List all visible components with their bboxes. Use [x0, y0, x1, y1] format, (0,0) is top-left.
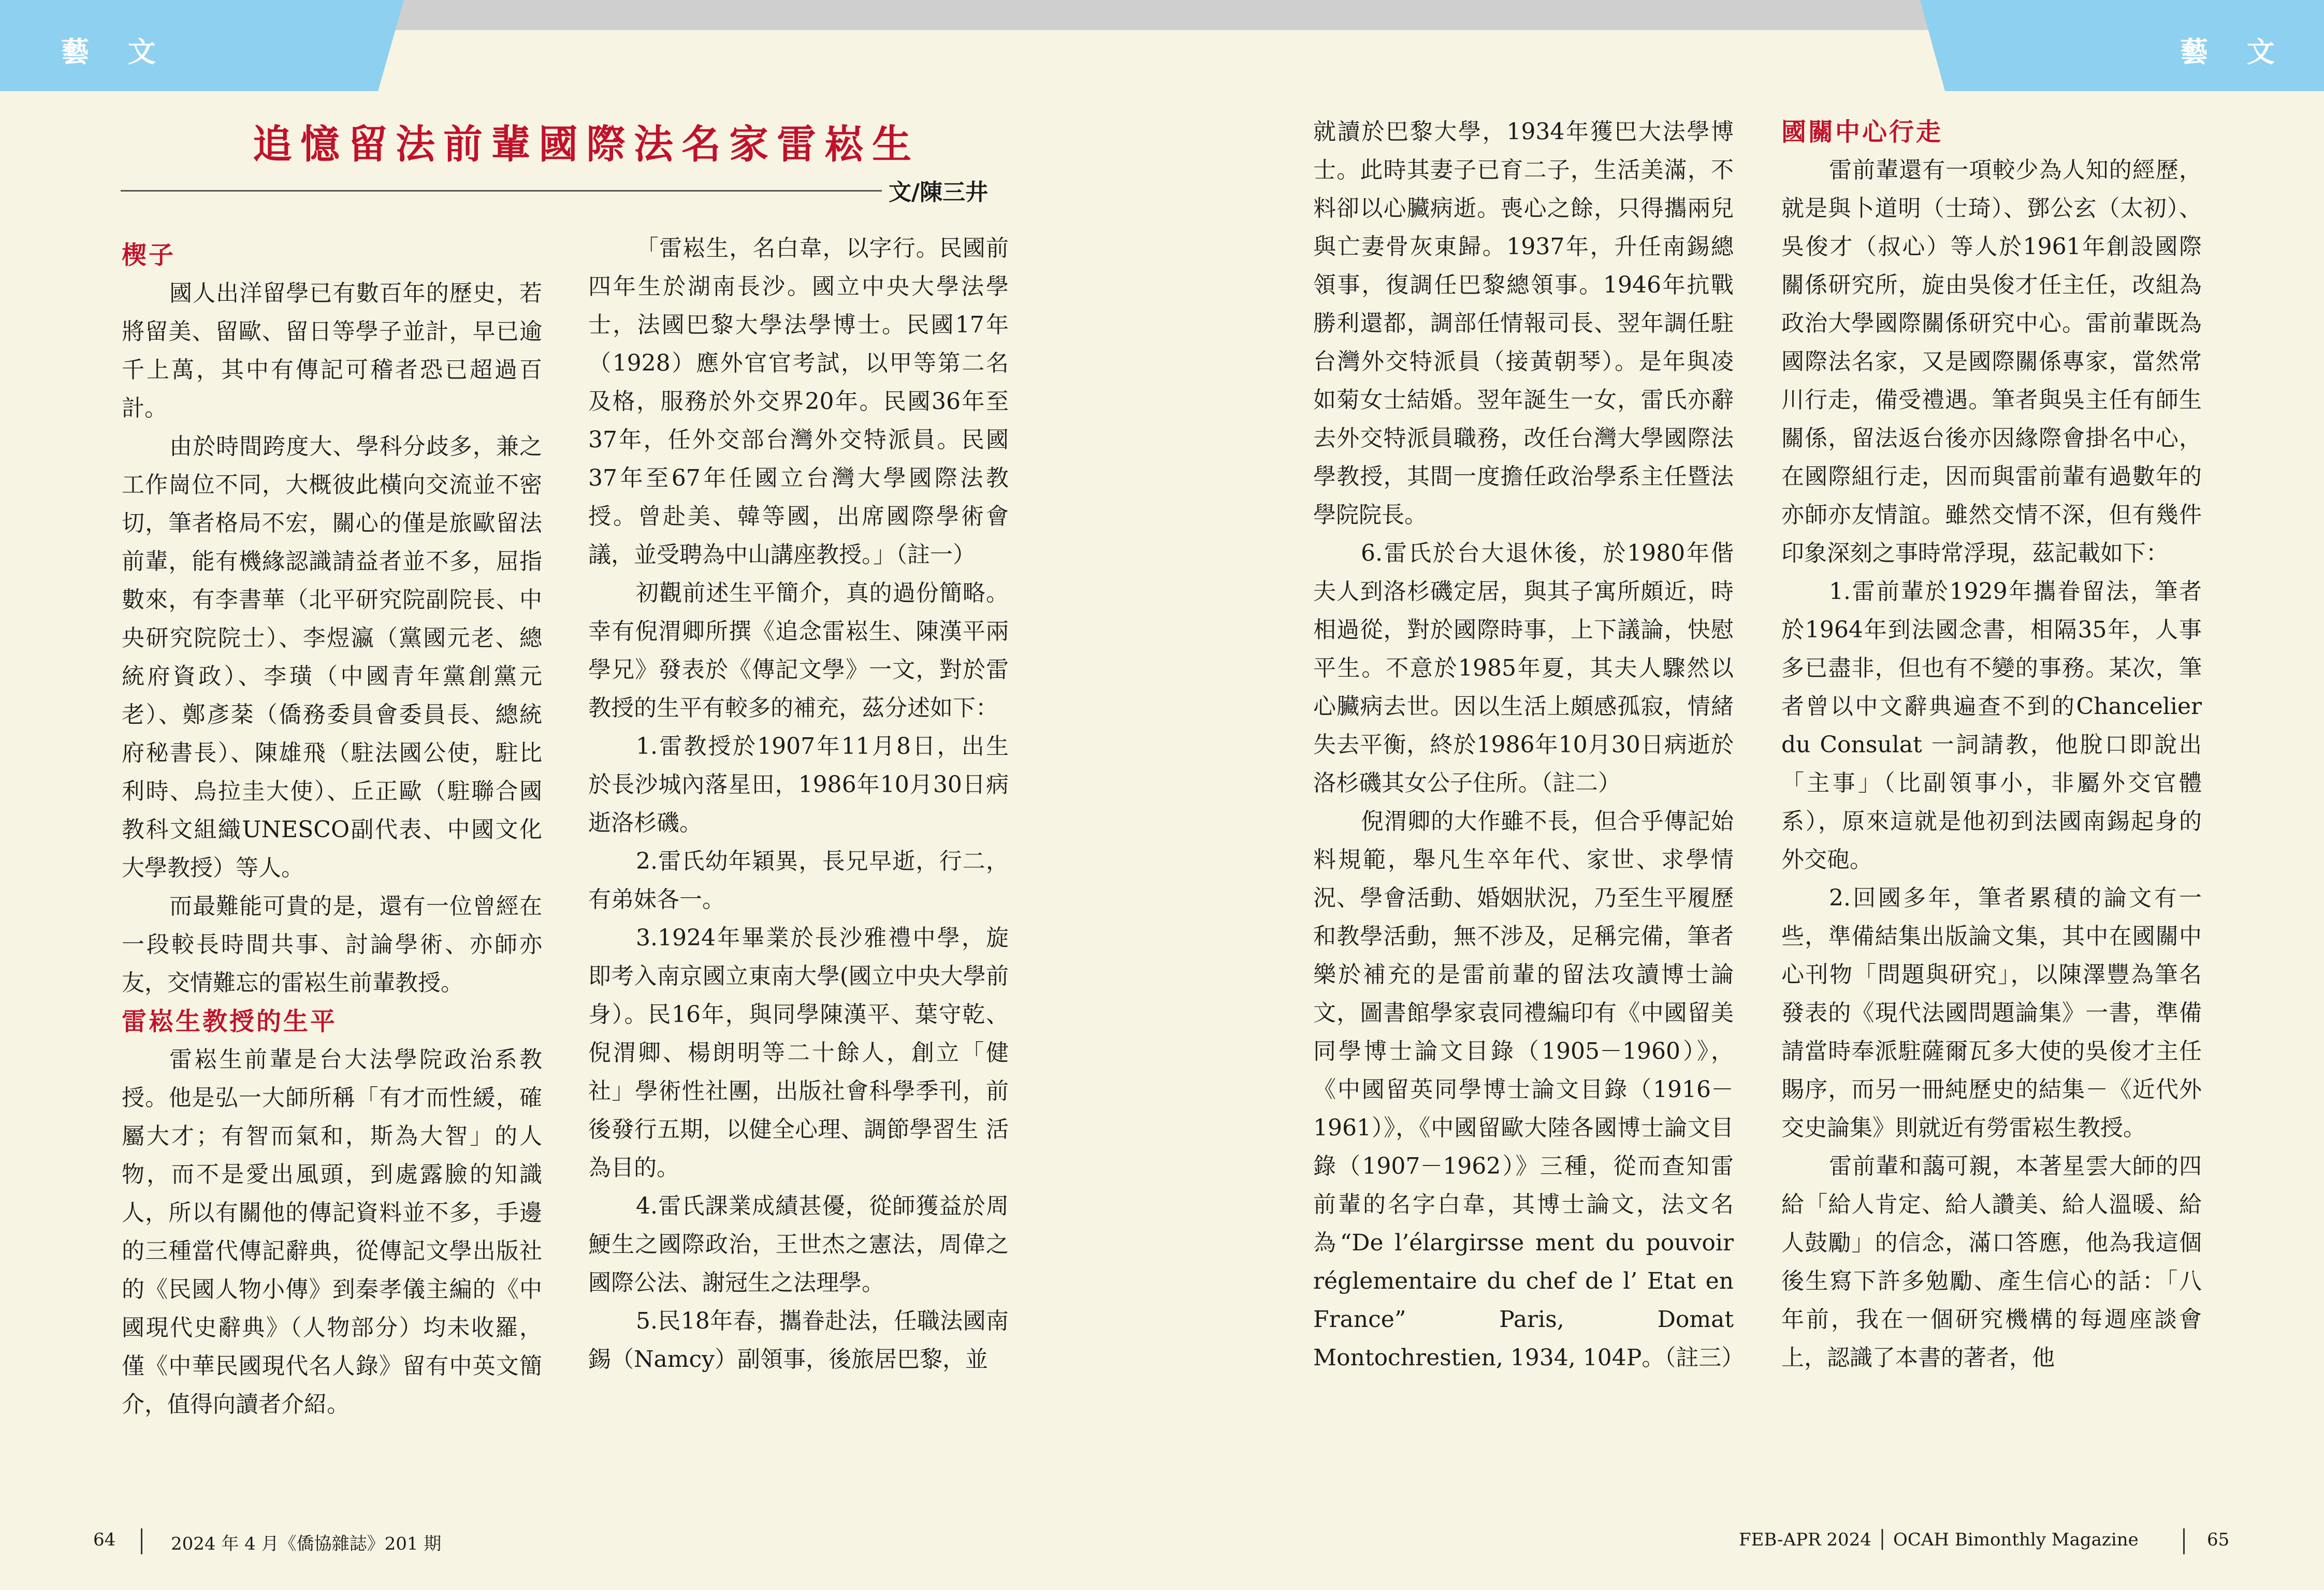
paragraph: 就讀於巴黎大學，1934年獲巴大法學博士。此時其妻子已育二子，生活美滿，不料卻以心臟病逝。喪心之餘，只得攜兩兒與亡妻骨灰東歸。1937年，升任南錫總領事，復調任巴黎總領事。1946年抗戰勝利還都，調部任情報司長、翌年調任駐台灣外交特派員（接黃朝琴）。是年與凌如菊女士結婚。翌年誕生一女，雷氏亦辭去外交特派員職務，改任台灣大學國際法學教授，其間一度擔任政治學系主任暨法學院院長。: [1313, 119, 1734, 528]
paragraph: 國人出洋留學已有數百年的歷史，若將留美、留歐、留日等學子並計，早已逾千上萬，其中有傳記可稽者恐已超過百計。: [122, 280, 542, 421]
paragraph: 「雷崧生，名白韋，以字行。民國前四年生於湖南長沙。國立中央大學法學士，法國巴黎大學法學博士。民國17年（1928）應外官官考試，以甲等第二名及格，服務於外交界20年。民國36年至37年，任外交部台灣外交特派員。民國37年至67年任國立台灣大學國際法教授。曾赴美、韓等國，出席國際學術會議，並受聘為中山講座教授。」（註一）: [588, 235, 1009, 568]
paragraph: 倪渭卿的大作雖不長，但合乎傳記始料規範，舉凡生卒年代、家世、求學情況、學會活動、婚姻狀況，乃至生平履歷和教學活動，無不涉及，足稱完備，筆者樂於補充的是雷前輩的留法攻讀博士論文，圖書館學家袁同禮編印有《中國留美同學博士論文目錄（1905－1960）》，《中國留英同學博士論文目錄（1916－1961）》，《中國留歐大陸各國博士論文目錄（1907－1962）》三種，從而查知雷前輩的名字白韋，其博士論文，法文名為“De l’élargirsse ment du pouvoir réglementaire du chef de l’ Etat en France” Paris, Domat Montochrestien, 1934, 104P。（註三）: [1313, 808, 1745, 1371]
text-column-3: [1313, 113, 1745, 1377]
section-heading: 國關中心行走: [1781, 118, 1943, 147]
paragraph: 雷前輩還有一項較少為人知的經歷，就是與卜道明（士琦）、鄧公玄（太初）、吳俊才（叔心）等人於1961年創設國際關係研究所，旋由吳俊才任主任，改組為政治大學國際關係研究中心。雷前輩既為國際法名家，又是國際關係專家，當然常川行走，備受禮遇。筆者與吳主任有師生關係，留法返台後亦因緣際會掛名中心，在國際組行走，因而與雷前輩有過數年的亦師亦友情誼。雖然交情不深，但有幾件印象深刻之事時常浮現，茲記載如下：: [1781, 157, 2202, 566]
text-column-4: [1781, 113, 2202, 1377]
paragraph: 雷前輩和藹可親，本著星雲大師的四給「給人肯定、給人讚美、給人溫暖、給人鼓勵」的信念，滿口答應，他為我這個後生寫下許多勉勵、產生信心的話：「八年前，我在一個研究機構的每週座談會上，認識了本書的著者，他: [1781, 1153, 2202, 1371]
footer-divider-right: [2183, 1528, 2185, 1554]
page-number-right: 65: [2207, 1529, 2230, 1550]
paragraph: 4.雷氏課業成績甚優，從師獲益於周鯁生之國際政治，王世杰之憲法，周偉之國際公法、謝冠生之法理學。: [588, 1193, 1009, 1296]
paragraph: 1.雷前輩於1929年攜眷留法，筆者於1964年到法國念書，相隔35年，人事多已盡非，但也有不變的事務。某次，筆者曾以中文辭典遍查不到的Chancelier du Consulat 一詞請教，他脫口即說出「主事」（比副領事小，非屬外交官體系），原來這就是他初到法國南錫起身的外交砲。: [1781, 578, 2202, 873]
article-title: 追憶留法前輩國際法名家雷崧生: [253, 121, 920, 167]
paragraph: 2.雷氏幼年穎異，長兄早逝，行二，有弟妹各一。: [588, 848, 1009, 913]
footer-publication-left: 2024 年 4 月《僑協雜誌》201 期: [171, 1534, 442, 1554]
paragraph: 而最難能可貴的是，還有一位曾經在一段較長時間共事、討論學術、亦師亦友，交情難忘的雷崧生前輩教授。: [122, 893, 542, 996]
text-column-1: [122, 236, 542, 1424]
page-number-left: 64: [93, 1529, 116, 1550]
paragraph: 6.雷氏於台大退休後，於1980年偕夫人到洛杉磯定居，與其子寓所頗近，時相過從，對於國際時事，上下議論，快慰平生。不意於1985年夏，其夫人驟然以心臟病去世。因以生活上頗感孤寂，情緒失去平衡，終於1986年10月30日病逝於洛杉磯其女公子住所。（註二）: [1313, 540, 1734, 796]
paragraph: 5.民18年春，攜眷赴法，任職法國南錫（Namcy）副領事，後旅居巴黎，並: [588, 1308, 1009, 1373]
section-tab-left: [0, 0, 404, 91]
footer-publication-right: FEB-APR 2024 │ OCAH Bimonthly Magazine: [1739, 1529, 2139, 1550]
header-grey-band: [362, 0, 1937, 30]
section-heading: 楔子: [122, 241, 176, 270]
paragraph: 初觀前述生平簡介，真的過份簡略。幸有倪渭卿所撰《追念雷崧生、陳漢平兩學兄》發表於《傳記文學》一文，對於雷教授的生平有較多的補充，茲分述如下：: [588, 580, 1009, 721]
top-banner: [0, 0, 2324, 91]
footer-divider-left: [141, 1528, 142, 1554]
text-column-2: [588, 229, 1009, 1379]
article-byline: 文/陳三井: [889, 179, 989, 206]
paragraph: 3.1924年畢業於長沙雅禮中學，旋即考入南京國立東南大學(國立中央大學前身）。民16年，與同學陳漢平、葉守乾、倪渭卿、楊朗明等二十餘人，創立「健社」學術性社團，出版社會科學季刊，前後發行五期，以健全心理、調節學習生 活為目的。: [588, 925, 1009, 1181]
section-label-left: 藝 文: [61, 36, 170, 68]
paragraph: 雷崧生前輩是台大法學院政治系教授。他是弘一大師所稱「有才而性緩，確屬大才；有智而氣和，斯為大智」的人物，而不是愛出風頭，到處露臉的知識人，所以有關他的傳記資料並不多，手邊的三種當代傳記辭典，從傳記文學出版社的《民國人物小傳》到秦孝儀主編的《中國現代史辭典》（人物部分）均未收羅，僅《中華民國現代名人錄》留有中英文簡介，值得向讀者介紹。: [122, 1046, 542, 1418]
paragraph: 1.雷教授於1907年11月8日，出生於長沙城內落星田，1986年10月30日病逝洛杉磯。: [588, 733, 1009, 836]
section-heading: 雷崧生教授的生平: [122, 1007, 338, 1036]
paragraph: 由於時間跨度大、學科分歧多，兼之工作崗位不同，大概彼此橫向交流並不密切，筆者格局不宏，關心的僅是旅歐留法前輩，能有機緣認識請益者並不多，屈指數來，有李書華（北平研究院副院長、中央研究院院士）、李煜瀛（黨國元老、總統府資政）、李璜（中國青年黨創黨元老）、鄭彥棻（僑務委員會委員長、總統府秘書長）、陳雄飛（駐法國公使，駐比利時、烏拉圭大使）、丘正歐（駐聯合國教科文組織UNESCO副代表、中國文化大學教授）等人。: [122, 433, 542, 881]
section-label-right: 藝 文: [2180, 36, 2289, 68]
paragraph: 2.回國多年，筆者累積的論文有一些，準備結集出版論文集，其中在國關中心刊物「問題與研究」，以陳澤豐為筆名發表的《現代法國問題論集》一書，準備請當時奉派駐薩爾瓦多大使的吳俊才主任賜序，而另一冊純歷史的結集－《近代外交史論集》則就近有勞雷崧生教授。: [1781, 885, 2202, 1141]
title-rule: [121, 190, 882, 192]
